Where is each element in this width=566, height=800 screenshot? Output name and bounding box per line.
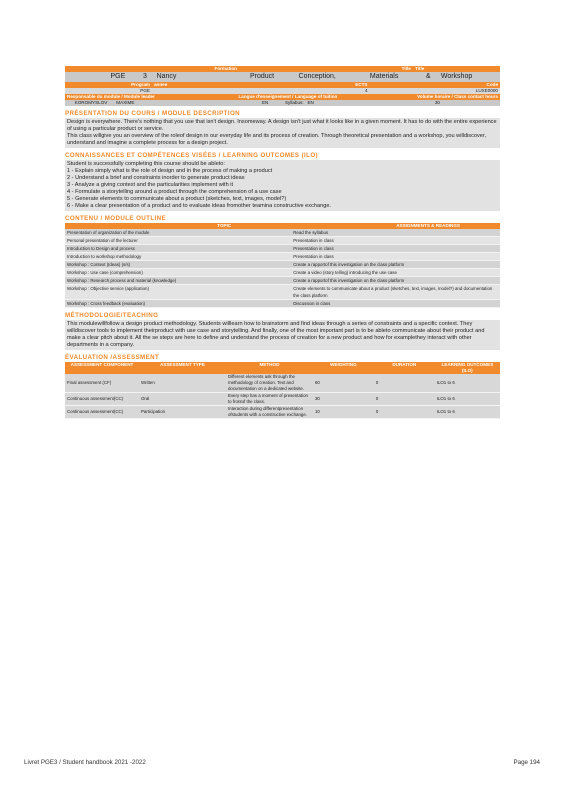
meta-label-part: leader xyxy=(141,94,155,99)
ilo-list xyxy=(65,160,500,211)
module-leader-table xyxy=(65,94,500,106)
header-cell: Title xyxy=(239,66,413,72)
evaluation-title: ÉVALUATION /ASSESSMENT xyxy=(65,354,160,361)
eval-header: LEARNING OUTCOMES (ILO) xyxy=(435,362,500,374)
outline-topic: Introduction to Design and process xyxy=(65,245,291,253)
table-row xyxy=(65,406,500,419)
table-row xyxy=(65,300,500,308)
eval-method: Different elements ask through the methodology of creation. Text and documentation on a dedicated website. xyxy=(226,374,313,393)
table-row xyxy=(65,229,500,237)
eval-method: Every step has a moment of presentation to frontof the class. xyxy=(226,393,313,406)
eval-ilo: ILO1 to 6 xyxy=(435,374,500,393)
eval-header: METHOD xyxy=(226,362,313,374)
course-title-word: Workshop xyxy=(439,72,500,82)
eval-weighting: 60 xyxy=(313,374,374,393)
eval-duration: 0 xyxy=(374,393,435,406)
module-leader-name xyxy=(65,100,208,106)
table-row xyxy=(65,269,500,277)
outline-topic: Workshop : Cross feedback (evaluation) xyxy=(65,300,291,308)
outline-header-assignments: ASSIGNMENTS & READINGS xyxy=(291,223,500,229)
outline-assignment: Presentation in class xyxy=(291,245,500,253)
campus-name: Nancy xyxy=(155,72,196,82)
presentation-paragraph: This class willgive you an overview of the roleof design in our everyday life and its process of creation. Through theoretical presentation and a workshop, you willdiscover, understand and imagine a complete process for a design project. xyxy=(67,133,487,146)
program-year: 3 xyxy=(141,72,155,82)
presentation-paragraph: Design is everywhere. There's nothing that you use that isn't design. Insomeway. A design isn't just what it looks like in a given moment. It has to do with the entire experience of using a particular product or service. xyxy=(67,119,497,132)
page-footer xyxy=(24,759,540,766)
outline-assignment: Create a rapportof this investigation on the class platform xyxy=(291,261,500,269)
outline-assignment: Create a video (story telling) introducing the use case xyxy=(291,269,500,277)
header-cell: Formation xyxy=(65,66,239,72)
eval-weighting: 10 xyxy=(313,406,374,419)
eval-type: Participation xyxy=(139,406,226,419)
course-title-word: Conception, xyxy=(297,72,368,82)
leader-first-name: MAXIME xyxy=(116,100,135,105)
ilo-intro: Student is successfully completing this course should be ableto: xyxy=(67,161,225,167)
meta-value: PGE xyxy=(65,88,152,94)
table-row xyxy=(65,393,500,406)
table-row xyxy=(65,245,500,253)
outline-topic: Workshop : Research process and material (knowledge) xyxy=(65,277,291,285)
eval-weighting: 30 xyxy=(313,393,374,406)
meta-label-part: Langue d'enseignement xyxy=(238,94,291,99)
meta-value: 4 xyxy=(239,88,370,94)
methodology-body xyxy=(65,320,500,350)
table-row xyxy=(65,285,500,300)
meta-label-part: / Module xyxy=(121,94,141,99)
meta-label: ECTS xyxy=(239,82,370,88)
outline-assignment: Create elements to communicate about a product (sketches, text, images, model?) and documentation the class platform xyxy=(291,285,500,300)
meta-value: LUXE0000 xyxy=(370,88,501,94)
program-name: PGE xyxy=(109,72,141,82)
leader-last-name: KOROMYSLOV xyxy=(74,100,108,105)
outline-table xyxy=(65,223,500,308)
footer-handbook-label: Livret PGE3 / Student handbook 2021 -2022 xyxy=(24,759,146,766)
outline-assignment: Presentation in class xyxy=(291,237,500,245)
header-cell: Title xyxy=(413,66,500,72)
eval-component: Continuous assessment(CC) xyxy=(65,393,139,406)
table-row xyxy=(65,253,500,261)
outline-topic: Workshop : Context (Ideas) (s/s) xyxy=(65,261,291,269)
meta-label-part: Volume xyxy=(417,94,434,99)
outline-assignment: Create a rapportof this investigation on the class platform xyxy=(291,277,500,285)
course-title-table xyxy=(65,72,500,82)
meta-label-part: / Class xyxy=(451,94,467,99)
meta-label-part: du xyxy=(96,94,103,99)
table-row xyxy=(65,277,500,285)
evaluation-header-row xyxy=(65,362,500,374)
ilo-item: 4 - Formulate a storytelling around a product through the comprehension of a use case xyxy=(67,189,282,195)
eval-duration: 0 xyxy=(374,374,435,393)
presentation-title: PRÉSENTATION DU COURS / MODULE DESCRIPTION xyxy=(65,110,241,117)
ilo-item: 6 - Make a clear presentation of a product and to evaluate ideas fromother teamina constructive exchange. xyxy=(67,203,331,209)
ilo-title: CONNAISSANCES ET COMPÉTENCES VISÉES / LEARNING OUTCOMES (ILO) xyxy=(65,152,319,159)
syllabus-label: Syllabus: xyxy=(284,100,304,105)
meta-label-part: / Language of tuition xyxy=(292,94,338,99)
outline-header-topic: TOPIC xyxy=(65,223,291,229)
methodology-paragraph: This modulewillfollow a design product methodology. Students willlearn how to brainstorm and find ideas through a series of constraints and a specific context. They willdiscover tools to implement theirproduct with use case and storytelling. And finally, one of the most important part is to be ableto communicate about their product and make a clear pitch about it. All the se steps are here to define and understand the process of creation for a new product and how for examplethey interact with other departments in a company. xyxy=(67,321,485,348)
language-value xyxy=(208,100,368,106)
ilo-item: 1 - Explain simply what is the role of design and in the process of making a product xyxy=(67,168,273,174)
eval-ilo: ILO1 to 6 xyxy=(435,406,500,419)
eval-header: WEIGHTING xyxy=(313,362,374,374)
outline-topic: Workshop : Objective service (application) xyxy=(65,285,291,300)
meta-label-part: module xyxy=(103,94,121,99)
outline-topic: Workshop : Use case (comprehension) xyxy=(65,269,291,277)
meta-label: Code xyxy=(370,82,501,88)
footer-page-number: Page 194 xyxy=(513,759,540,766)
meta-label-part: horaire xyxy=(434,94,451,99)
meta-label: annee xyxy=(152,82,239,88)
table-row xyxy=(65,261,500,269)
course-title-word: Materials xyxy=(368,72,424,82)
class-hours-value: 30 xyxy=(368,100,500,106)
syllabus-page xyxy=(65,66,500,419)
meta-label: Program xyxy=(65,82,152,88)
ilo-item: 3 - Analyze a giving context and the particularities implement with it xyxy=(67,182,234,188)
eval-ilo: ILO1 to 6 xyxy=(435,393,500,406)
course-title-word: Product xyxy=(248,72,297,82)
header-row-6 xyxy=(65,100,500,106)
meta-label-part: contact xyxy=(467,94,484,99)
course-meta-table xyxy=(65,82,500,94)
meta-label-part: Responsable xyxy=(67,94,96,99)
outline-title: CONTENU / MODULE OUTLINE xyxy=(65,215,167,222)
eval-component: Final assessment (CF) xyxy=(65,374,139,393)
outline-assignment: Discussion in class xyxy=(291,300,500,308)
eval-header: ASSESSMENT COMPONENT xyxy=(65,362,139,374)
meta-label-part: hours xyxy=(485,94,498,99)
presentation-body xyxy=(65,118,500,148)
ilo-item: 2 - Understand a brief and constraints inorder to generate product ideas xyxy=(67,175,245,181)
language-code: EN xyxy=(261,100,269,105)
eval-header: ASSESSMENT TYPE xyxy=(139,362,226,374)
eval-method: Interaction during differentpresentation ofstudents with a constructive exchange. xyxy=(226,406,313,419)
table-row xyxy=(65,374,500,393)
syllabus-language: EN xyxy=(307,100,314,105)
table-row xyxy=(65,237,500,245)
eval-component: Continuous assessment(CC) xyxy=(65,406,139,419)
outline-topic: Introduction to workshop methodology xyxy=(65,253,291,261)
header-row-2 xyxy=(65,72,500,82)
ilo-item: 5 - Generate elements to communicate about a product (sketches, text, images, model?) xyxy=(67,196,287,202)
outline-assignment: Presentation in class xyxy=(291,253,500,261)
methodology-title: MÉTHODOLOGIE/TEACHING xyxy=(65,312,159,319)
eval-duration: 0 xyxy=(374,406,435,419)
evaluation-table xyxy=(65,362,500,419)
eval-type: Written xyxy=(139,374,226,393)
course-title-word: & xyxy=(424,72,439,82)
eval-header: DURATION xyxy=(374,362,435,374)
outline-topic: Presentation of organization of the module xyxy=(65,229,291,237)
outline-topic: Personal presentation of the lecturer xyxy=(65,237,291,245)
eval-type: Oral xyxy=(139,393,226,406)
outline-assignment: Read the syllabus xyxy=(291,229,500,237)
